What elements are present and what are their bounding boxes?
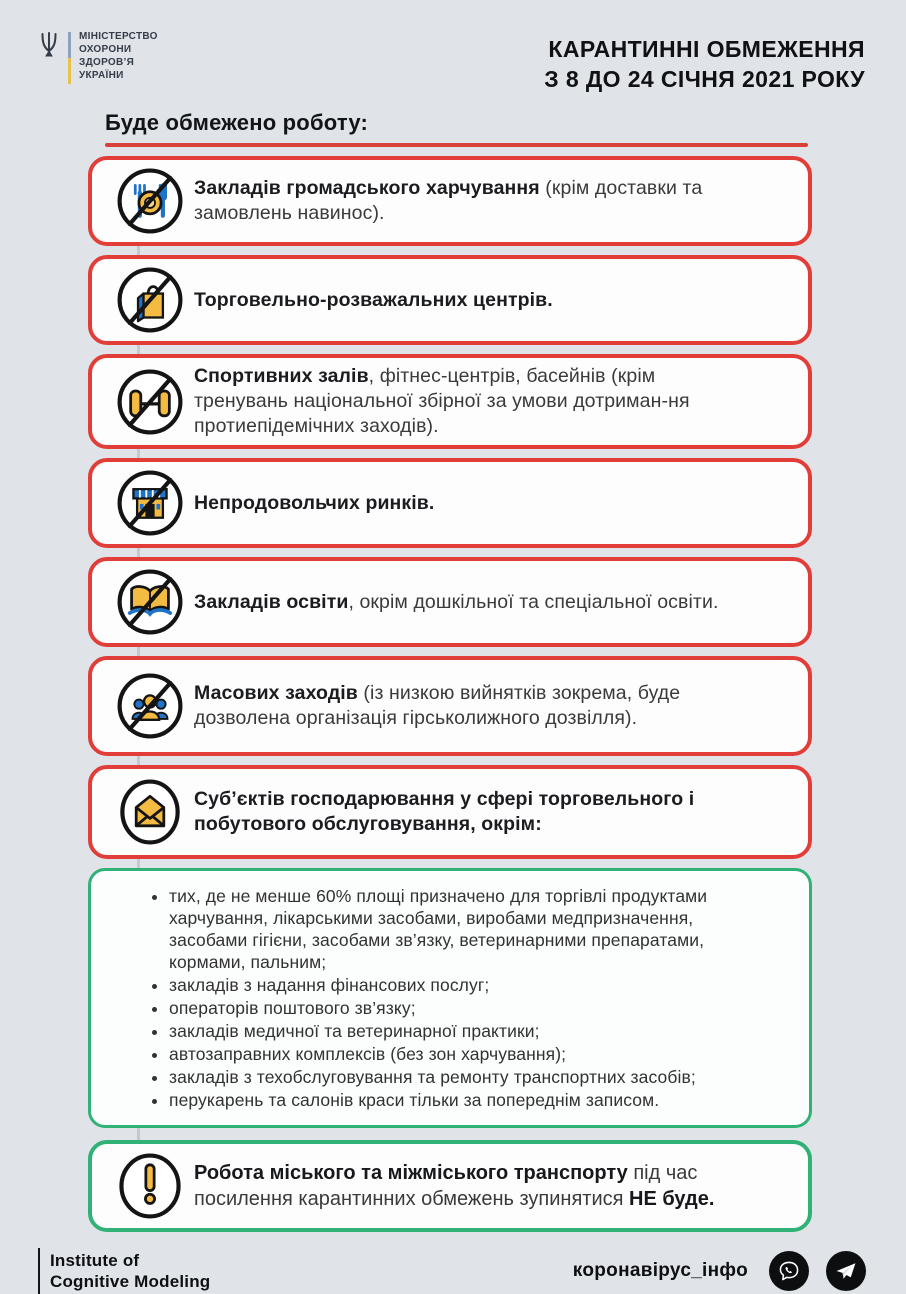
restriction-card-market	[88, 458, 812, 548]
restriction-text: Суб’єктів господарювання у сфері торговельного і побутового обслуговування, окрім:	[194, 788, 695, 835]
no-gym-icon	[106, 367, 194, 437]
restriction-text: Закладів громадського харчування (крім доставки та замовлень навинос).	[194, 177, 703, 224]
transport-note-text: Робота міського та міжміського транспорту під час посилення карантинних обмежень зупинятися НЕ буде.	[194, 1162, 715, 1210]
exception-item: • операторів поштового зв’язку;	[169, 997, 709, 1019]
ministry-logo	[38, 30, 158, 84]
exception-item: • закладів з надання фінансових послуг;	[169, 974, 709, 996]
no-mass-events-icon	[106, 671, 194, 741]
restriction-text: Закладів освіти, окрім дошкільної та спеціальної освіти.	[194, 590, 719, 613]
no-shopping-mall-icon	[106, 265, 194, 335]
no-education-icon	[106, 567, 194, 637]
exceptions-box	[88, 868, 812, 1128]
logo-divider	[68, 32, 71, 84]
telegram-icon[interactable]	[826, 1251, 866, 1291]
footer	[0, 1248, 906, 1294]
no-dining-icon	[106, 166, 194, 236]
exception-item: • закладів з техобслуговування та ремонту транспортних засобів;	[169, 1066, 709, 1088]
social-block	[573, 1251, 866, 1291]
credit-divider	[38, 1248, 40, 1294]
restriction-card-education	[88, 557, 812, 647]
restriction-card-mass-events	[88, 656, 812, 756]
restriction-text: Спортивних залів, фітнес-центрів, басейнів (крім тренувань національної збірної за умови дотриман-ня протиепідемічних заходів).	[194, 365, 690, 437]
restriction-card-gym	[88, 354, 812, 449]
exception-item: • закладів медичної та ветеринарної практики;	[169, 1020, 709, 1042]
restriction-card-mall	[88, 255, 812, 345]
restriction-text: Масових заходів (із низкою вийнятків зокрема, буде дозволена організація гірськолижного дозвілля).	[194, 682, 681, 729]
poster-title: КАРАНТИННІ ОБМЕЖЕННЯ З 8 ДО 24 СІЧНЯ 2021 РОКУ	[544, 36, 865, 92]
credit-text: Institute of Cognitive Modeling	[50, 1251, 211, 1291]
content-column	[88, 110, 812, 1232]
services-envelope-icon	[106, 777, 194, 847]
restriction-card-dining	[88, 156, 812, 246]
exception-item: • тих, де не менше 60% площі призначено для торгівлі продуктами харчування, лікарськими засобами, виробами медпризначення, засобами гігієни, засобами зв’язку, ветеринарними препаратами, кормами, пальним;	[169, 885, 709, 973]
ministry-name: МІНІСТЕРСТВО ОХОРОНИ ЗДОРОВ’Я УКРАЇНИ	[79, 31, 158, 81]
header	[0, 0, 906, 94]
no-market-icon	[106, 468, 194, 538]
restriction-text: Непродовольчих ринків.	[194, 491, 435, 514]
warning-exclamation-icon	[106, 1151, 194, 1221]
exception-item: • перукарень та салонів краси тільки за попереднім записом.	[169, 1089, 709, 1111]
viber-icon[interactable]	[769, 1251, 809, 1291]
exception-item: • автозаправних комплексів (без зон харчування);	[169, 1043, 709, 1065]
channel-name: коронавірус_інфо	[572, 1260, 748, 1281]
credit-block	[38, 1248, 210, 1294]
exceptions-list	[151, 885, 775, 1111]
section-heading: Буде обмежено роботу:	[105, 110, 369, 135]
heading-underline	[105, 143, 808, 147]
transport-note-box	[88, 1140, 812, 1232]
restriction-text: Торговельно-розважальних центрів.	[194, 288, 553, 311]
restriction-card-services	[88, 765, 812, 859]
trident-icon	[38, 30, 60, 60]
